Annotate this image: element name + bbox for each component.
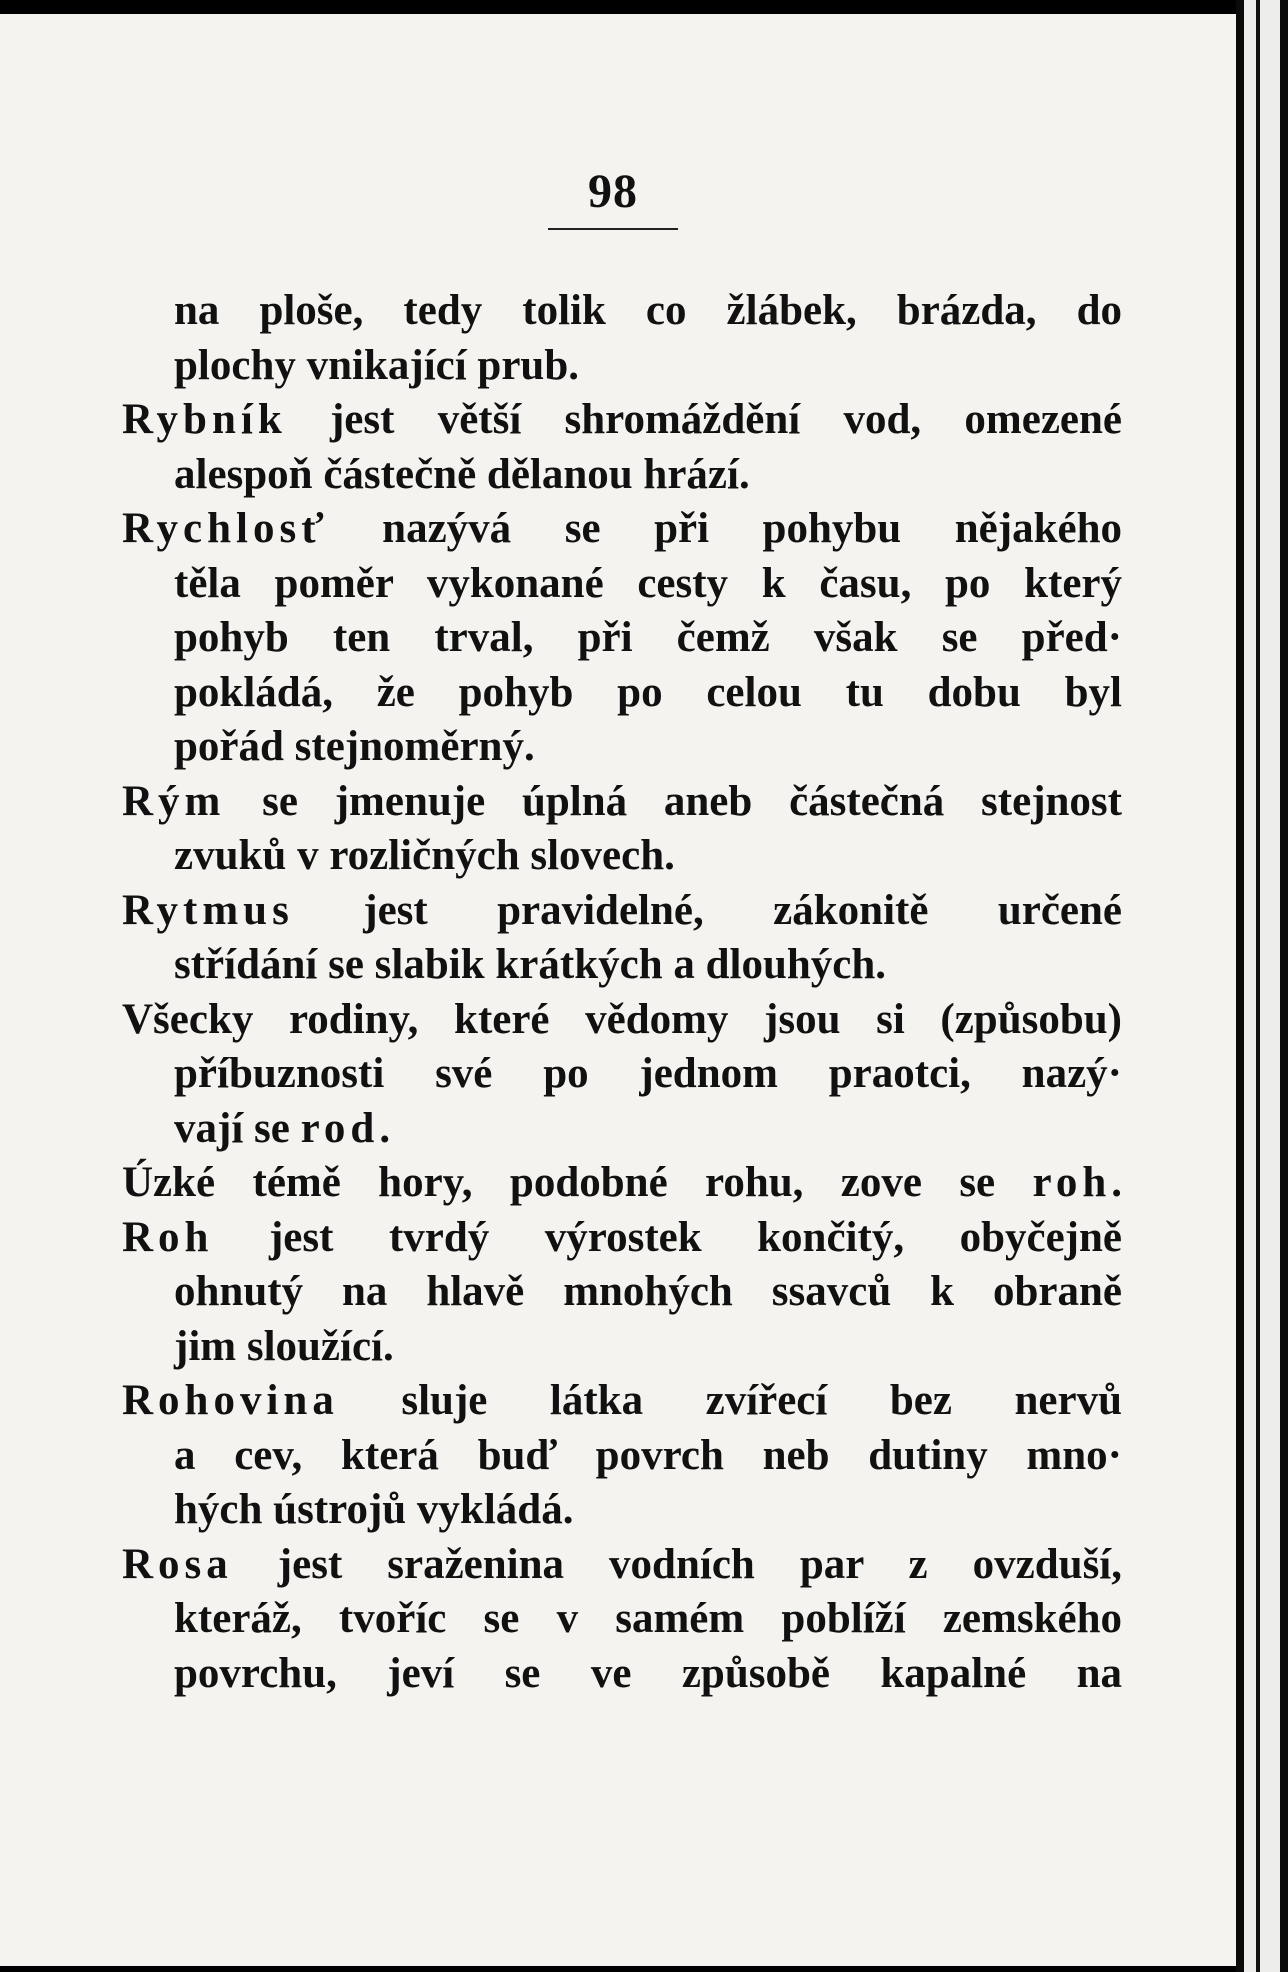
- text-line: [122, 1429, 1122, 1484]
- text-line: [122, 1592, 1122, 1647]
- text-line: [122, 1647, 1122, 1702]
- text-segment: .: [379, 1104, 391, 1152]
- text-line: [122, 448, 1122, 503]
- book-page: [0, 14, 1236, 1966]
- text-line: [122, 1102, 1122, 1157]
- text-line: [122, 557, 1122, 612]
- text-segment: Úzké témě hory, podobné rohu, zove se: [122, 1159, 1033, 1206]
- entry-term: Roh: [122, 1213, 214, 1261]
- text-line: [122, 775, 1122, 830]
- text-segment: .: [1111, 1159, 1122, 1206]
- entry-term: Rytmus: [122, 886, 294, 934]
- text-line: [122, 1538, 1122, 1593]
- text-segment: sluje látka zvířecí bez nervů: [338, 1377, 1122, 1424]
- entry-term: rod: [300, 1104, 380, 1152]
- text-segment: plochy vnikající prub.: [174, 341, 580, 389]
- text-segment: jest sraženina vodních par z ovzduší,: [232, 1540, 1122, 1588]
- text-segment: pohyb ten trval, při čemž však se před·: [174, 614, 1122, 661]
- text-segment: se jmenuje úplná aneb částečná stejnost: [225, 777, 1122, 825]
- entry-term: Rybník: [122, 396, 287, 443]
- text-line: [122, 393, 1122, 448]
- book-spine-edge: [1236, 0, 1288, 1972]
- spine-strip: [1244, 0, 1280, 1972]
- text-line: [122, 1483, 1122, 1538]
- text-segment: nazývá se při pohybu nějakého: [328, 505, 1122, 552]
- text-line: [122, 1265, 1122, 1320]
- text-segment: těla poměr vykonané cesty k času, po který: [174, 559, 1122, 607]
- text-line: [122, 1320, 1122, 1375]
- text-segment: zvuků v rozličných slovech.: [174, 832, 675, 879]
- text-line: [122, 884, 1122, 939]
- entry-term: Rým: [122, 777, 226, 825]
- text-line: [122, 284, 1122, 339]
- text-line: [122, 1047, 1122, 1102]
- text-line: [122, 339, 1122, 394]
- text-segment: jim sloužící.: [174, 1322, 394, 1370]
- text-line: [122, 938, 1122, 993]
- spine-rule: [1256, 0, 1260, 1972]
- text-line: [122, 666, 1122, 721]
- entry-term: Rychlosť: [122, 505, 329, 552]
- text-segment: a cev, která buď povrch neb dutiny mno·: [174, 1431, 1122, 1479]
- text-line: [122, 1374, 1122, 1429]
- text-segment: kteráž, tvoříc se v samém poblíží zemského: [174, 1595, 1122, 1642]
- text-segment: příbuznosti své po jednom praotci, nazý·: [174, 1050, 1122, 1097]
- entry-term: Rosa: [122, 1540, 233, 1588]
- page-number: 98: [588, 165, 638, 218]
- text-segment: pokládá, že pohyb po celou tu dobu byl: [174, 668, 1122, 716]
- text-segment: na ploše, tedy tolik co žlábek, brázda, do: [174, 287, 1122, 334]
- entry-term: roh: [1032, 1159, 1112, 1206]
- text-segment: jest tvrdý výrostek končitý, obyčejně: [213, 1213, 1122, 1261]
- text-line: [122, 993, 1122, 1048]
- text-segment: alespoň částečně dělanou hrází.: [174, 450, 750, 498]
- text-line: [122, 1211, 1122, 1266]
- text-segment: jest větší shromáždění vod, omezené: [286, 396, 1122, 443]
- entry-term: Rohovina: [122, 1377, 339, 1424]
- text-segment: pořád stejnoměrný.: [174, 723, 535, 770]
- text-segment: jest pravidelné, zákonitě určené: [293, 886, 1122, 934]
- text-line: [122, 720, 1122, 775]
- text-segment: hých ústrojů vykládá.: [174, 1486, 574, 1533]
- text-segment: Všecky rodiny, které vědomy jsou si (způsobu): [122, 995, 1122, 1043]
- text-segment: vají se: [174, 1104, 301, 1152]
- text-line: [122, 502, 1122, 557]
- text-line: [122, 611, 1122, 666]
- page-number-rule: [548, 228, 678, 230]
- text-segment: ohnutý na hlavě mnohých ssavců k obraně: [174, 1268, 1122, 1315]
- text-segment: střídání se slabik krátkých a dlouhých.: [174, 941, 887, 988]
- text-line: [122, 1156, 1122, 1211]
- text-line: [122, 829, 1122, 884]
- text-segment: povrchu, jeví se ve způsobě kapalné na: [174, 1649, 1122, 1697]
- body-text: [122, 284, 1122, 1701]
